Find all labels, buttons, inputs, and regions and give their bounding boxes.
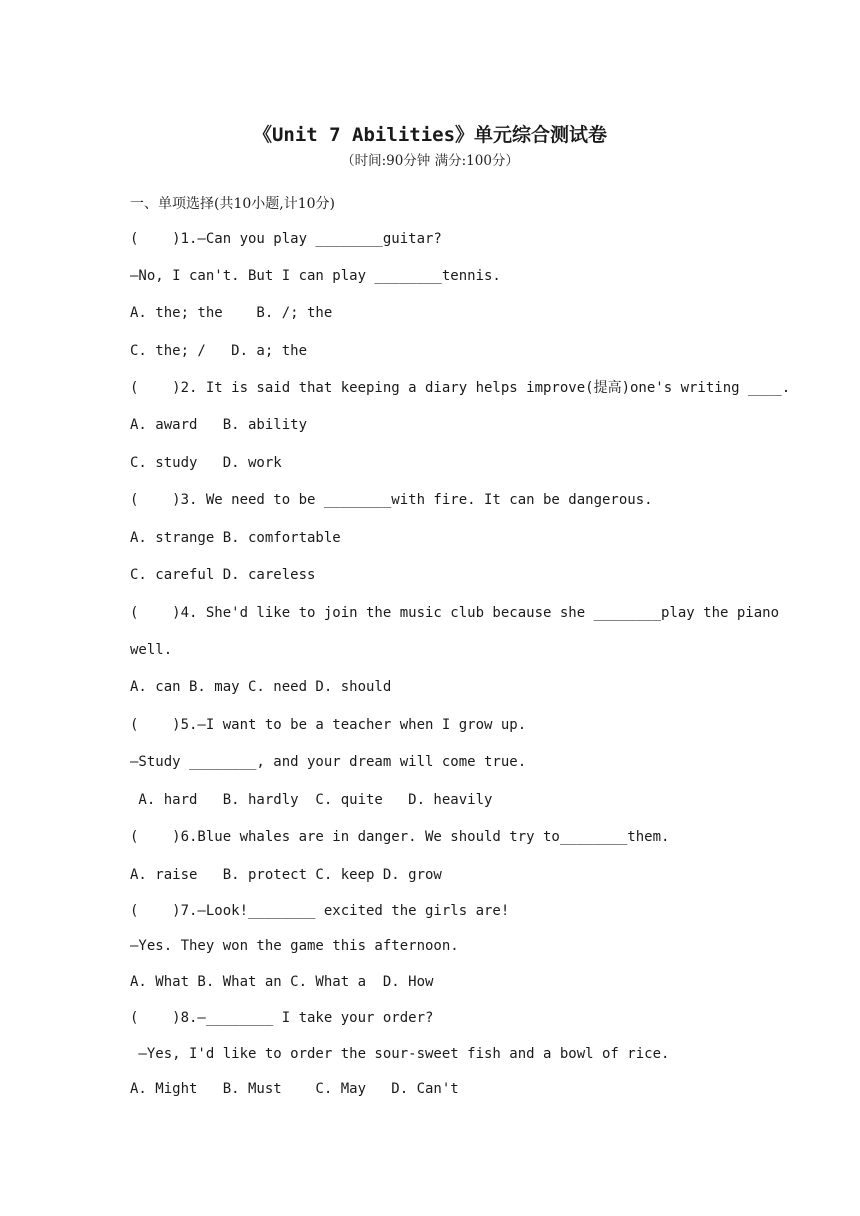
- option-line: C. the; / D. a; the: [130, 343, 308, 359]
- section-heading: 一、单项选择(共10小题,计10分): [130, 196, 336, 212]
- question-line: ( )2. It is said that keeping a diary helps improve(提高)one's writing ____.: [130, 380, 791, 396]
- question-line: ( )7.—Look!________ excited the girls are!: [130, 903, 510, 919]
- option-line: A. can B. may C. need D. should: [130, 679, 392, 695]
- question-line: —Yes. They won the game this afternoon.: [130, 938, 459, 954]
- option-line: A. the; the B. /; the: [130, 305, 333, 321]
- option-line: C. study D. work: [130, 455, 282, 471]
- question-line: ( )3. We need to be ________with fire. It can be dangerous.: [130, 492, 653, 508]
- document-subtitle: （时间:90分钟 满分:100分）: [341, 153, 519, 169]
- question-line: —Yes, I'd like to order the sour-sweet fish and a bowl of rice.: [130, 1046, 670, 1062]
- option-line: C. careful D. careless: [130, 567, 316, 583]
- question-line: ( )5.—I want to be a teacher when I grow up.: [130, 717, 527, 733]
- document-title: 《Unit 7 Abilities》单元综合测试卷: [252, 124, 608, 146]
- option-line: A. strange B. comfortable: [130, 530, 341, 546]
- option-line: A. award B. ability: [130, 417, 308, 433]
- question-line: ( )4. She'd like to join the music club because she ________play the piano: [130, 605, 780, 621]
- question-line: well.: [130, 642, 173, 658]
- question-line: ( )6.Blue whales are in danger. We should try to________them.: [130, 829, 670, 845]
- option-line: A. hard B. hardly C. quite D. heavily: [130, 792, 493, 808]
- option-line: A. What B. What an C. What a D. How: [130, 974, 434, 990]
- option-line: A. raise B. protect C. keep D. grow: [130, 867, 442, 883]
- question-line: ( )1.—Can you play ________guitar?: [130, 231, 442, 247]
- option-line: A. Might B. Must C. May D. Can't: [130, 1081, 459, 1097]
- question-line: ( )8.—________ I take your order?: [130, 1010, 434, 1026]
- question-line: —Study ________, and your dream will come true.: [130, 754, 527, 770]
- question-line: —No, I can't. But I can play ________tennis.: [130, 268, 501, 284]
